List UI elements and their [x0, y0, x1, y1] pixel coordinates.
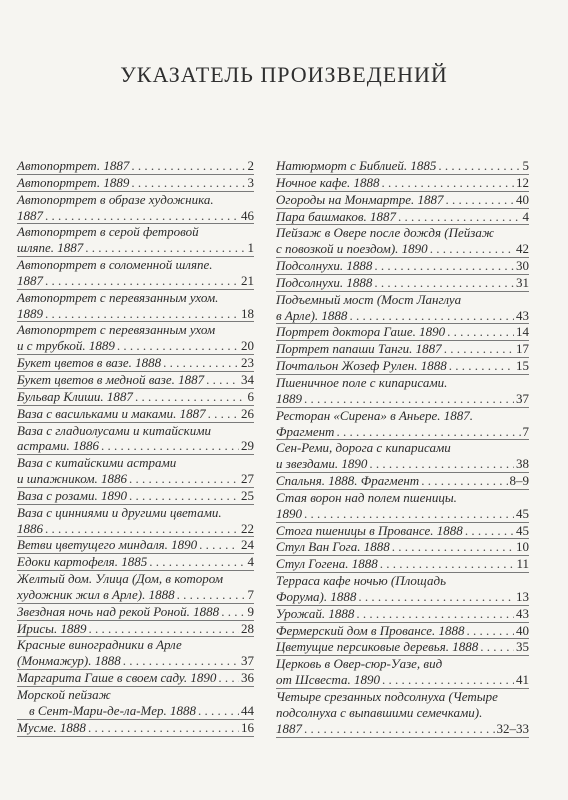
index-entry: [276, 639, 529, 656]
entry-title: Фермерский дом в Провансе. 1888: [276, 622, 465, 638]
leader-dots: [131, 175, 245, 191]
index-entry: [17, 687, 254, 720]
index-entry: [17, 355, 254, 372]
entry-title: Натюрморт с Библией. 1885: [276, 158, 437, 173]
entry-title: Автопортрет в образе художника.: [17, 191, 214, 207]
page-title: УКАЗАТЕЛЬ ПРОИЗВЕДЕНИЙ: [120, 62, 448, 87]
page-number: 40: [516, 191, 529, 207]
index-entry: [17, 621, 254, 638]
leader-dots: [304, 721, 495, 737]
index-column-right: [276, 158, 529, 738]
page-number: 3: [247, 174, 254, 190]
entry-title: Желтый дом. Улица (Дом, в котором: [17, 571, 224, 587]
index-entry: [276, 623, 529, 640]
entry-title: с повозкой и поездом). 1890: [276, 241, 428, 257]
entry-title: Ресторан «Сирена» в Аньере. 1887.: [276, 407, 474, 423]
page-number: 23: [241, 355, 254, 371]
leader-dots: [336, 424, 520, 440]
page-number: 43: [516, 605, 529, 621]
entry-title: Ваза с васильками и маками. 1887: [17, 405, 206, 421]
entry-title: Терраса кафе ночью (Площадь: [276, 573, 447, 589]
page-number: 38: [516, 456, 529, 472]
index-entry: [276, 573, 529, 606]
leader-dots: [88, 720, 239, 736]
entry-title: Ваза с китайскими астрами: [17, 455, 177, 471]
index-entry: [17, 406, 254, 423]
entry-title: Автопортрет с перевязанным ухом: [17, 322, 216, 338]
leader-dots: [467, 623, 514, 639]
entry-title: 1890: [276, 505, 302, 521]
index-entry: [276, 275, 529, 292]
entry-title: Едоки картофеля. 1885: [17, 554, 148, 570]
index-entry: [17, 720, 254, 737]
entry-title: Почтальон Жозеф Рулен. 1888: [276, 358, 447, 374]
index-entry: [276, 209, 529, 226]
page-number: 45: [516, 505, 529, 521]
entry-title: Автопортрет с перевязанным ухом.: [17, 289, 219, 305]
index-entry: [17, 224, 254, 257]
page-number: 43: [516, 307, 529, 323]
entry-title: Портрет папаши Танги. 1887: [276, 341, 442, 357]
index-entry: [17, 537, 254, 554]
leader-dots: [135, 389, 246, 405]
index-entry: [276, 408, 529, 441]
page-number: 27: [241, 471, 254, 487]
leader-dots: [123, 653, 239, 669]
entry-title: Подсолнухи. 1888: [276, 274, 373, 290]
page-number: 32–33: [496, 720, 529, 736]
leader-dots: [374, 275, 514, 291]
leader-dots: [221, 604, 245, 620]
index-entry: [276, 341, 529, 358]
page-number: 6: [247, 388, 254, 404]
entry-title: Цветущие персиковые деревья. 1888: [276, 639, 479, 655]
page-number: 7: [522, 423, 529, 439]
index-column-left: [17, 158, 254, 737]
entry-title: и с трубкой. 1889: [17, 338, 115, 354]
page-number: 30: [516, 258, 529, 274]
entry-title: 1889: [17, 305, 43, 321]
entry-title: 1889: [276, 390, 302, 406]
leader-dots: [45, 208, 239, 224]
entry-title: 1887: [276, 720, 302, 736]
entry-title: Форума). 1888: [276, 588, 357, 604]
index-entry: [17, 637, 254, 670]
page-number: 4: [522, 208, 529, 224]
entry-title: Пара башмаков. 1887: [276, 208, 397, 224]
entry-title: Фрагмент: [276, 423, 335, 439]
page-number: 18: [241, 305, 254, 321]
leader-dots: [304, 391, 514, 407]
page-number: 35: [516, 639, 529, 655]
leader-dots: [447, 324, 514, 340]
index-entry: [276, 175, 529, 192]
page-number: 44: [241, 702, 254, 718]
leader-dots: [449, 358, 514, 374]
leader-dots: [45, 273, 239, 289]
index-entry: [276, 490, 529, 523]
index-entry: [17, 571, 254, 604]
leader-dots: [85, 240, 245, 256]
index-entry: [276, 292, 529, 325]
index-entry: [276, 656, 529, 689]
leader-dots: [117, 338, 239, 354]
page-number: 16: [241, 719, 254, 735]
entry-title: Звездная ночь над рекой Роной. 1888: [17, 603, 220, 619]
entry-title: Портрет доктора Гаше. 1890: [276, 324, 446, 340]
leader-dots: [444, 341, 514, 357]
leader-dots: [218, 670, 239, 686]
leader-dots: [369, 456, 514, 472]
index-entry: [276, 225, 529, 258]
entry-title: Четыре срезанных подсолнуха (Четыре: [276, 689, 498, 704]
index-entry: [276, 473, 529, 490]
entry-title: Букет цветов в вазе. 1888: [17, 355, 162, 371]
entry-title: Красные виноградники в Арле: [17, 637, 182, 653]
page-number: 7: [247, 586, 254, 602]
entry-title: и звездами. 1890: [276, 456, 368, 472]
leader-dots: [398, 209, 520, 225]
leader-dots: [45, 306, 239, 322]
page-number: 31: [516, 274, 529, 290]
leader-dots: [208, 406, 239, 422]
entry-title: Автопортрет. 1887: [17, 158, 130, 173]
leader-dots: [446, 192, 515, 208]
index-entry: [276, 539, 529, 556]
entry-title: Урожай. 1888: [276, 605, 355, 621]
entry-title: в Сент-Мари-де-ла-Мер. 1888: [29, 702, 196, 718]
index-entry: [17, 505, 254, 538]
index-entry: [17, 554, 254, 571]
entry-title: Ваза с цинниями и другими цветами.: [17, 504, 222, 520]
entry-title: Сен-Реми, дорога с кипарисами: [276, 440, 451, 456]
index-entry: [17, 389, 254, 406]
page-number: 15: [516, 358, 529, 374]
page-number: 46: [241, 207, 254, 223]
index-entry: [276, 440, 529, 473]
page-number: 34: [241, 371, 254, 387]
page-number: 45: [516, 522, 529, 538]
page-number: 5: [522, 158, 529, 173]
page-number: 9: [247, 603, 254, 619]
leader-dots: [198, 703, 239, 719]
entry-title: Церковь в Овер-сюр-Уазе, вид: [276, 656, 443, 672]
entry-title: Ирисы. 1889: [17, 620, 87, 636]
page-number: 41: [516, 672, 529, 688]
entry-title: Букет цветов в медной вазе. 1887: [17, 371, 205, 387]
leader-dots: [480, 639, 514, 655]
index-entry: [17, 322, 254, 355]
leader-dots: [349, 308, 514, 324]
index-entry: [276, 258, 529, 275]
index-entry: [17, 290, 254, 323]
entry-title: астрами. 1886: [17, 438, 99, 454]
entry-title: Автопортрет в серой фетровой: [17, 224, 199, 240]
index-entry: [17, 488, 254, 505]
leader-dots: [465, 523, 514, 539]
entry-title: Огороды на Монмартре. 1887: [276, 191, 444, 207]
page-number: 22: [241, 520, 254, 536]
page-number: 12: [516, 174, 529, 190]
leader-dots: [358, 589, 514, 605]
leader-dots: [374, 258, 514, 274]
index-entry: [276, 556, 529, 573]
index-entry: [276, 606, 529, 623]
entry-title: Ночное кафе. 1888: [276, 174, 380, 190]
leader-dots: [382, 672, 514, 688]
leader-dots: [430, 241, 514, 257]
entry-title: Морской пейзаж: [17, 687, 111, 702]
page-number: 26: [241, 405, 254, 421]
entry-title: Подсолнухи. 1888: [276, 258, 373, 274]
entry-title: Ветви цветущего миндаля. 1890: [17, 537, 198, 553]
index-entry: [17, 192, 254, 225]
leader-dots: [129, 471, 239, 487]
page-number: 2: [247, 158, 254, 173]
leader-dots: [177, 587, 246, 603]
entry-title: Стая ворон над полем пшеницы.: [276, 489, 457, 505]
entry-title: Мусме. 1888: [17, 719, 86, 735]
entry-title: Ваза с розами. 1890: [17, 487, 127, 503]
page-number: 20: [241, 338, 254, 354]
index-entry: [276, 523, 529, 540]
index-entry: [276, 375, 529, 408]
leader-dots: [392, 539, 514, 555]
page-number: 4: [247, 554, 254, 570]
index-entry: [276, 158, 529, 175]
leader-dots: [199, 537, 239, 553]
index-entry: [17, 423, 254, 456]
entry-title: Стул Гогена. 1888: [276, 556, 378, 572]
entry-title: от Шсвеста. 1890: [276, 672, 381, 688]
index-entry: [276, 689, 529, 738]
entry-title: 1886: [17, 520, 43, 536]
index-entry: [17, 670, 254, 687]
entry-title: Автопортрет в соломенной шляпе.: [17, 257, 213, 273]
leader-dots: [101, 438, 239, 454]
entry-title: и шпажником. 1886: [17, 471, 127, 487]
index-entry: [17, 372, 254, 389]
index-entry: [17, 257, 254, 290]
leader-dots: [163, 355, 239, 371]
page-number: 37: [241, 653, 254, 669]
page-number: 40: [516, 622, 529, 638]
entry-title: 1887: [17, 272, 43, 288]
page-number: 36: [241, 670, 254, 686]
index-entry: [17, 158, 254, 175]
leader-dots: [45, 521, 239, 537]
entry-title: художник жил в Арле). 1888: [17, 586, 175, 602]
entry-title: в Арле). 1888: [276, 307, 348, 323]
page-number: 8–9: [509, 473, 529, 489]
index-entry: [276, 358, 529, 375]
index-entry: [276, 192, 529, 209]
page-number: 42: [516, 241, 529, 257]
page-number: 21: [241, 272, 254, 288]
page-number: 10: [516, 539, 529, 555]
page-number: 28: [241, 620, 254, 636]
page-number: 11: [516, 556, 529, 572]
entry-title: 1887: [17, 207, 43, 223]
entry-title: Ваза с гладиолусами и китайскими: [17, 422, 212, 438]
index-entry: [276, 324, 529, 341]
leader-dots: [381, 175, 514, 191]
page-number: 17: [516, 341, 529, 357]
page-number: 25: [241, 487, 254, 503]
page-number: 37: [516, 390, 529, 406]
entry-title: шляпе. 1887: [17, 240, 84, 256]
page-number: 29: [241, 438, 254, 454]
leader-dots: [131, 158, 245, 174]
leader-dots: [380, 556, 515, 572]
leader-dots: [438, 158, 520, 174]
leader-dots: [421, 473, 507, 489]
page-number: 24: [241, 537, 254, 553]
page-number: 14: [516, 324, 529, 340]
entry-title: Маргарита Гаше в своем саду. 1890: [17, 670, 217, 686]
leader-dots: [206, 372, 239, 388]
entry-title: Пейзаж в Овере после дождя (Пейзаж: [276, 225, 494, 241]
entry-title: подсолнуха с выпавшими семечками).: [276, 704, 483, 720]
entry-title: Подъемный мост (Мост Ланглуа: [276, 291, 462, 307]
page-number: 1: [247, 240, 254, 256]
index-entry: [17, 455, 254, 488]
leader-dots: [356, 606, 514, 622]
index-entry: [17, 175, 254, 192]
entry-title: Стул Ван Гога. 1888: [276, 539, 390, 555]
leader-dots: [88, 621, 239, 637]
entry-title: Пшеничное поле с кипарисами.: [276, 374, 448, 390]
entry-title: Спальня. 1888. Фрагмент: [276, 473, 420, 489]
page-number: 13: [516, 588, 529, 604]
entry-title: Стога пшеницы в Провансе. 1888: [276, 522, 463, 538]
leader-dots: [304, 506, 514, 522]
entry-title: (Монмажур). 1888: [17, 653, 121, 669]
leader-dots: [149, 554, 245, 570]
index-entry: [17, 604, 254, 621]
leader-dots: [129, 488, 239, 504]
entry-title: Бульвар Клиши. 1887: [17, 388, 133, 404]
entry-title: Автопортрет. 1889: [17, 174, 130, 190]
